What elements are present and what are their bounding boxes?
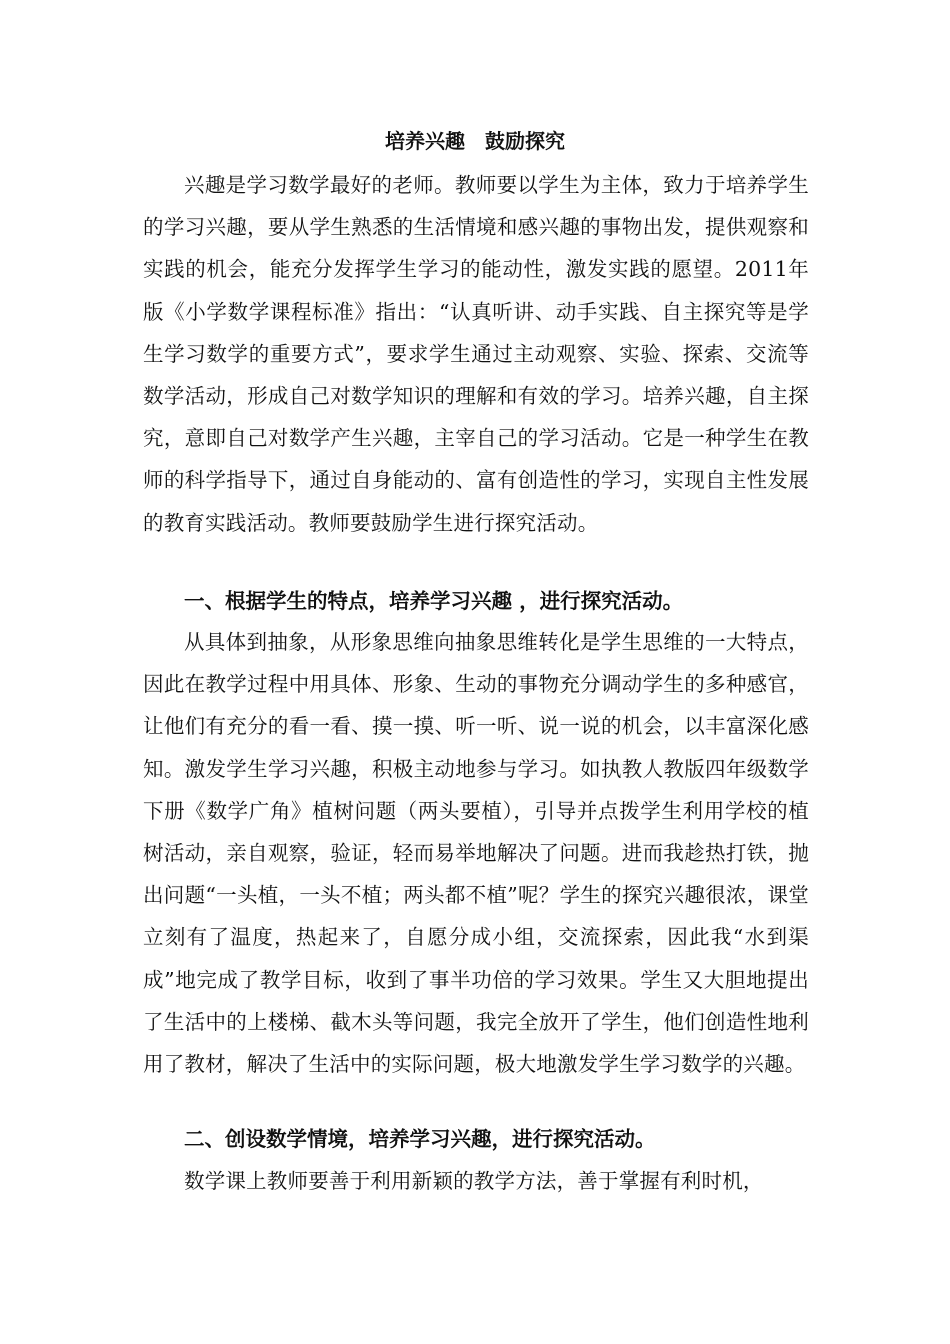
section-2-heading: 二、创设数学情境，培养学习兴趣，进行探究活动。 bbox=[184, 1127, 656, 1151]
document-title: 培养兴趣 鼓励探究 bbox=[385, 129, 565, 153]
section-2-paragraph: 数学课上教师要善于利用新颖的教学方法，善于掌握有利时机， bbox=[184, 1169, 764, 1193]
intro-paragraph: 兴趣是学习数学最好的老师。教师要以学生为主体，致力于培养学生的学习兴趣，要从学生熟悉的生活情境和感兴趣的事物出发，提供观察和实践的机会，能充分发挥学生学习的能动性，激发实践的愿望。2011年版《小学数学课程标准》指出：“认真听讲、动手实践、自主探究等是学生学习数学的重要方式”，要求学生通过主动观察、实验、探索、交流等数学活动，形成自己对数学知识的理解和有效的学习。培养兴趣，自主探究，意即自己对数学产生兴趣，主宰自己的学习活动。它是一种学生在教师的科学指导下，通过自身能动的、富有创造性的学习，实现自主性发展的教育实践活动。教师要鼓励学生进行探究活动。 bbox=[143, 173, 809, 535]
section-1-paragraph: 从具体到抽象，从形象思维向抽象思维转化是学生思维的一大特点，因此在教学过程中用具体、形象、生动的事物充分调动学生的多种感官，让他们有充分的看一看、摸一摸、听一听、说一说的机会，以丰富深化感知。激发学生学习兴趣，积极主动地参与学习。如执教人教版四年级数学下册《数学广角》植树问题（两头要植），引导并点拨学生利用学校的植树活动，亲自观察，验证，轻而易举地解决了问题。进而我趁热打铁，抛出问题“一头植，一头不植；两头都不植”呢？学生的探究兴趣很浓，课堂立刻有了温度，热起来了，自愿分成小组，交流探索，因此我“水到渠成”地完成了教学目标，收到了事半功倍的学习效果。学生又大胆地提出了生活中的上楼梯、截木头等问题，我完全放开了学生，他们创造性地利用了教材，解决了生活中的实际问题，极大地激发学生学习数学的兴趣。 bbox=[143, 630, 809, 1077]
section-1-heading: 一、根据学生的特点，培养学习兴趣 ，进行探究活动。 bbox=[184, 589, 684, 613]
